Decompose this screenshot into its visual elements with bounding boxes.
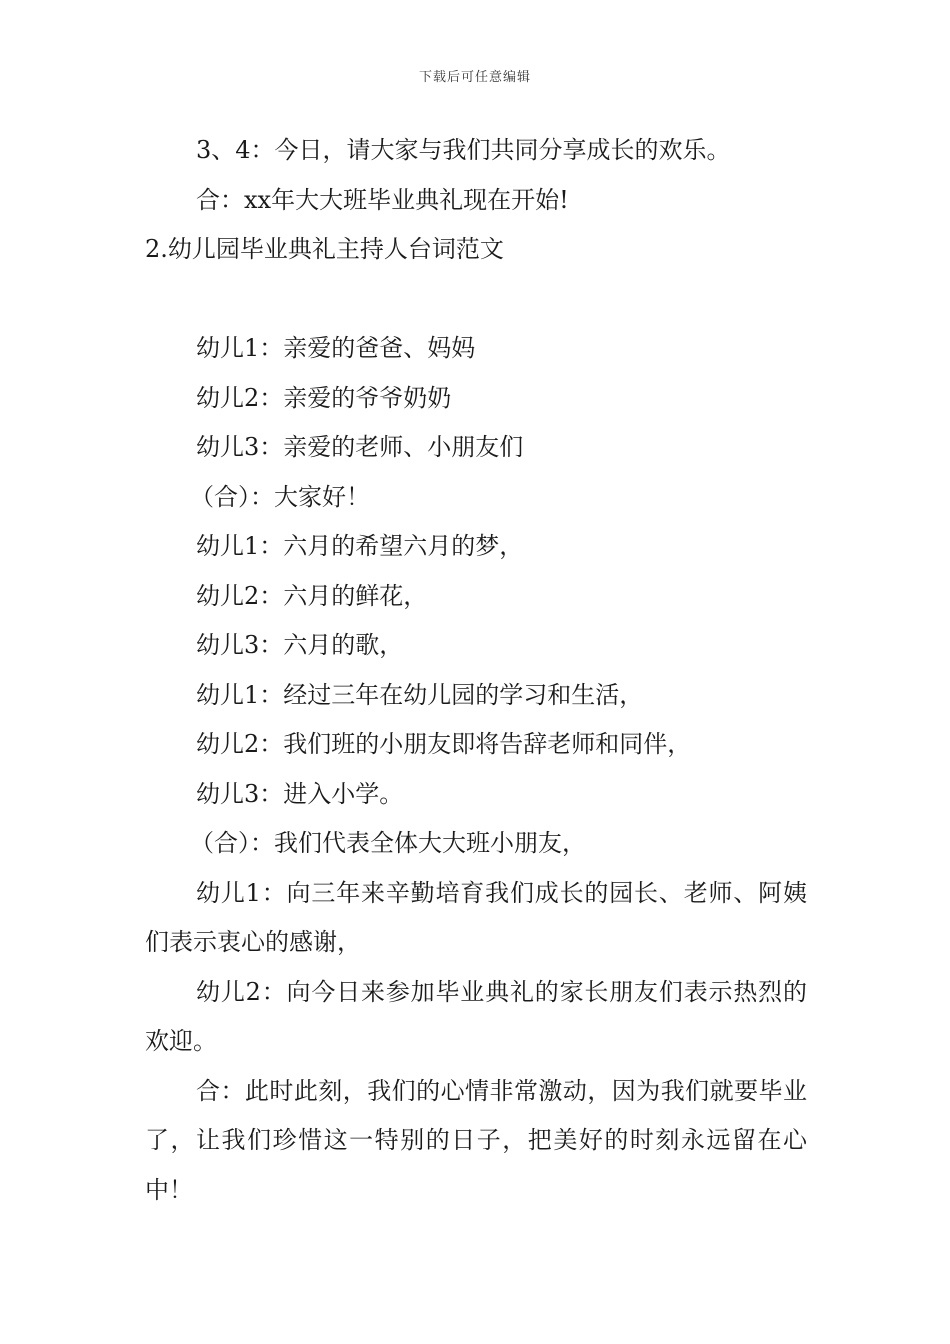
paragraph: 幼儿2：我们班的小朋友即将告辞老师和同伴， xyxy=(196,730,692,758)
paragraph: 合：此时此刻，我们的心情非常激动，因为我们就要毕业了，让我们珍惜这一特别的日子，把美好的时刻永远留在心中！ xyxy=(145,1076,807,1204)
paragraph: 幼儿1：经过三年在幼儿园的学习和生活， xyxy=(196,680,644,709)
paragraph: 幼儿2：亲爱的爷爷奶奶 xyxy=(196,383,452,412)
page-header: 下载后可任意编辑 xyxy=(418,70,531,85)
paragraph: （合）：我们代表全体大大班小朋友， xyxy=(190,829,586,857)
paragraph: 幼儿3：六月的歌， xyxy=(196,631,404,659)
paragraph: （合）：大家好！ xyxy=(190,482,370,511)
paragraph: 3、4：今日，请大家与我们共同分享成长的欢乐。 xyxy=(196,136,731,164)
blank-line xyxy=(145,275,807,325)
paragraph: 幼儿2：向今日来参加毕业典礼的家长朋友们表示热烈的欢迎。 xyxy=(145,977,807,1055)
paragraph: 幼儿1：向三年来辛勤培育我们成长的园长、老师、阿姨们表示衷心的感谢， xyxy=(145,878,807,956)
paragraph: 幼儿1：亲爱的爸爸、妈妈 xyxy=(196,334,476,362)
paragraph: 幼儿2：六月的鲜花， xyxy=(196,581,428,610)
paragraph: 幼儿3：亲爱的老师、小朋友们 xyxy=(196,433,524,461)
paragraph: 幼儿3：进入小学。 xyxy=(196,779,404,808)
document-body xyxy=(145,126,807,1215)
paragraph: 幼儿1：六月的希望六月的梦， xyxy=(196,532,524,560)
paragraph: 合：xx年大大班毕业典礼现在开始! xyxy=(196,185,569,214)
section-heading: 2.幼儿园毕业典礼主持人台词范文 xyxy=(145,235,504,263)
